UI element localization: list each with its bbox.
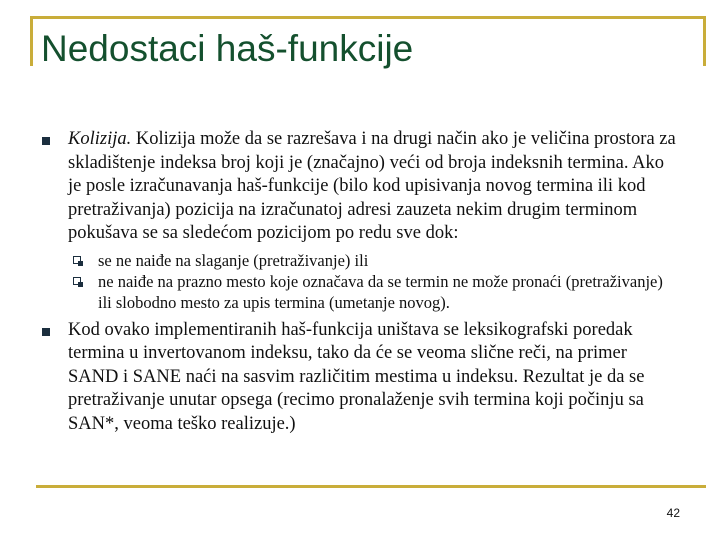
frame-top-line: [30, 16, 706, 19]
bullet-text: Kolizija može da se razrešava i na drugi način ako je veličina prostora za skladištenje indeksa broj koji je (značajno) veći od broja indeksnih termina. Ako je posle izračunavanja haš-funkcije (bilo kod upisivanja novog termina ili kod pretraživanja) pozicija na izračunatoj adresi zauzeta nekim drugim terminom pokušava se sa sledećom pozicijom po redu sve dok:: [68, 129, 676, 243]
hollow-square-bullet-icon: [73, 256, 81, 264]
square-bullet-icon: [42, 137, 50, 145]
bullet-item-lexicographic: [36, 319, 676, 437]
frame-right-line: [703, 16, 706, 66]
hollow-square-bullet-icon: [73, 277, 81, 285]
frame-left-line: [30, 16, 33, 66]
sub-item-text: ne naiđe na prazno mesto koje označava da se termin ne može pronaći (pretraživanje) ili slobodno mesto za upis termina (umetanje novog).: [98, 271, 663, 312]
sub-item: [68, 250, 676, 271]
bullet-item-collision: [36, 128, 676, 313]
square-bullet-icon: [42, 328, 50, 336]
slide-content: [36, 128, 676, 436]
sub-list: [68, 250, 676, 313]
sub-item-text: se ne naiđe na slaganje (pretraživanje) ili: [98, 250, 369, 270]
sub-item: [68, 271, 676, 313]
bullet-lead: Kolizija.: [68, 129, 132, 149]
page-number: 42: [666, 506, 680, 520]
frame-bottom-line: [36, 485, 706, 488]
bullet-text: Kod ovako implementiranih haš-funkcija uništava se leksikografski poredak termina u invertovanom indeksu, tako da će se veoma slične reči, na primer SAND i SANE naći na sasvim različitim mestima u indeksu. Rezultat je da se pretraživanje unutar opsega (recimo pronalaženje svih termina koji počinju sa SAN*, veoma teško realizuje.): [68, 319, 645, 434]
slide-title: Nedostaci haš-funkcije: [41, 28, 414, 69]
